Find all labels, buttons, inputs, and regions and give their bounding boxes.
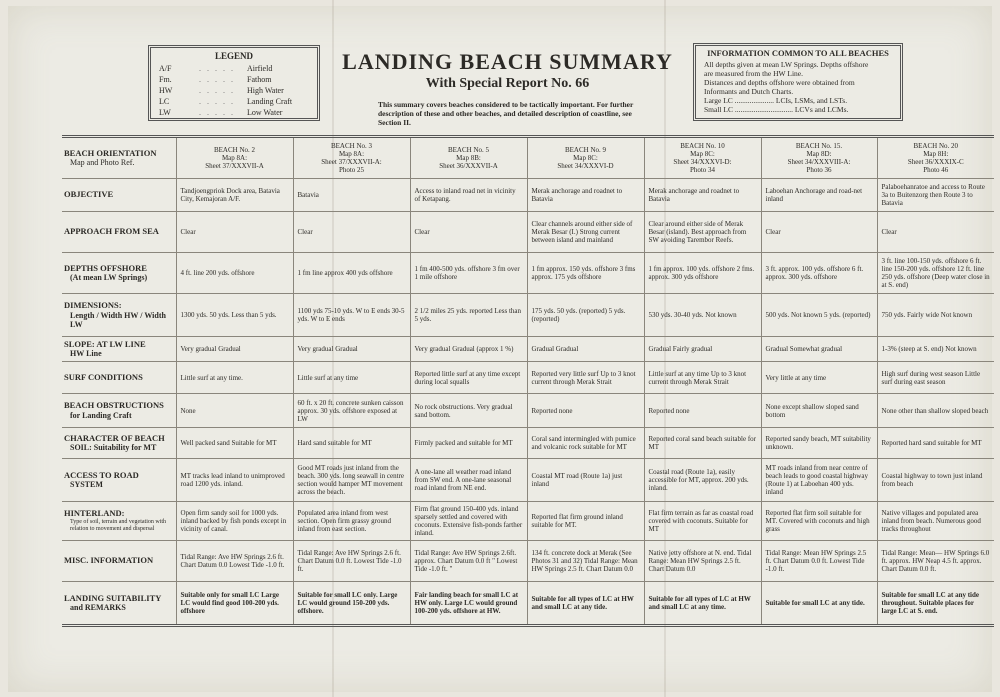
row-header-sublabel: for Landing Craft <box>70 410 132 420</box>
table-cell: Clear <box>877 212 994 253</box>
table-cell: Palaboehanratoe and access to Route 3a to Buitenzorg then Route 3 to Batavia <box>877 179 994 212</box>
photo-ref: Photo 36 <box>806 166 832 174</box>
column-header <box>877 137 994 179</box>
table-cell: Reported none <box>644 394 761 428</box>
table-cell: Suitable for small LC at any tide throughout. Suitable places for large LC at S. end. <box>877 582 994 626</box>
table-cell: Tidal Range: Ave HW Springs 2.6 ft. Chart Datum 0.0 ft. Lowest Tide -1.0 ft. <box>293 541 410 582</box>
table-cell: 3 ft. approx. 100 yds. offshore 6 ft. approx. 300 yds. offshore <box>761 253 877 294</box>
map-ref: Map 8D: <box>806 150 832 158</box>
row-header-sublabel: (At mean LW Springs) <box>70 273 148 283</box>
beach-name: BEACH No. 15. <box>795 142 843 150</box>
row-header <box>62 362 176 394</box>
table-cell: 1 fm approx. 150 yds. offshore 3 fms approx. 175 yds offshore <box>527 253 644 294</box>
table-cell: Very gradual Gradual (approx 1 %) <box>410 337 527 362</box>
legend-abbr: A/F <box>159 64 172 73</box>
row-header <box>62 179 176 212</box>
table-cell: Tidal Range: Ave HW Springs 2.6ft. approx. Chart Datum 0.0 ft " Lowest Tide -1.0 ft. " <box>410 541 527 582</box>
table-cell: Tidal Range: Mean HW Springs 2.5 ft. Chart Datum 0.0 ft. Lowest Tide -1.0 ft. <box>761 541 877 582</box>
table-cell: 2 1/2 miles 25 yds. reported Less than 5 yds. <box>410 294 527 337</box>
table-cell: Reported coral sand beach suitable for MT <box>644 428 761 459</box>
beach-summary-table <box>62 135 994 627</box>
info-line: All depths given at mean LW Springs. Depths offshore <box>704 60 869 69</box>
info-line: Distances and depths offshore were obtained from <box>704 78 855 87</box>
header-row <box>62 137 994 179</box>
table-cell: 1-3% (steep at S. end) Not known <box>877 337 994 362</box>
legend-row <box>159 107 309 118</box>
table-cell: Batavia <box>293 179 410 212</box>
table-cell: Merak anchorage and roadnet to Batavia <box>644 179 761 212</box>
leader-dots: . . . . . <box>199 64 235 73</box>
table-cell: Well packed sand Suitable for MT <box>176 428 293 459</box>
row-header <box>62 428 176 459</box>
table-cell: Clear <box>761 212 877 253</box>
table-cell: Tidal Range: Mean— HW Springs 6.0 ft. approx. HW Neap 4.5 ft. approx. Chart Datum 0.0 ft. <box>877 541 994 582</box>
table-cell: Clear <box>176 212 293 253</box>
table-cell: Hard sand suitable for MT <box>293 428 410 459</box>
row-header <box>62 394 176 428</box>
table-cell: 1100 yds 75-10 yds. W to E ends 30-5 yds. W to E ends <box>293 294 410 337</box>
row-header-label: DIMENSIONS: <box>64 300 122 311</box>
info-title: INFORMATION COMMON TO ALL BEACHES <box>707 48 889 58</box>
row-header <box>62 502 176 541</box>
table-cell: Suitable for all types of LC at HW and small LC at any tide. <box>527 582 644 626</box>
table-cell: Little surf at any time <box>293 362 410 394</box>
table-cell: Open firm sandy soil for 1000 yds. inland backed by fish ponds except in vicinity of canal. <box>176 502 293 541</box>
row-header <box>62 541 176 582</box>
sheet-ref: Sheet 36/XXXVII-A <box>439 162 498 170</box>
map-ref: Map 8A: <box>221 154 248 162</box>
row-header <box>62 582 176 626</box>
sheet-ref: Sheet 37/XXXVII-A <box>205 162 264 170</box>
table-cell: 175 yds. 50 yds. (reported) 5 yds. (reported) <box>527 294 644 337</box>
row-header-label: ACCESS TO ROAD <box>64 469 139 480</box>
leader-dots: . . . . . <box>199 86 235 95</box>
map-ref: Map 8A: <box>338 150 365 158</box>
legend-full: Fathom <box>247 75 272 84</box>
beach-name: BEACH No. 3 <box>330 142 373 150</box>
info-line: Informants and Dutch Charts. <box>704 87 794 96</box>
column-header <box>527 137 644 179</box>
row-header-sublabel: SOIL: Suitability for MT <box>70 443 157 453</box>
table-cell: 530 yds. 30-40 yds. Not known <box>644 294 761 337</box>
table-row <box>62 253 994 294</box>
leader-dots: . . . . . <box>199 108 235 117</box>
page-title: LANDING BEACH SUMMARY <box>342 49 673 74</box>
map-ref: Map 8C: <box>690 150 715 158</box>
table-cell: Coastal MT road (Route 1a) just inland <box>527 459 644 502</box>
table-cell: 1300 yds. 50 yds. Less than 5 yds. <box>176 294 293 337</box>
table-cell: Tidal Range: Ave HW Springs 2.6 ft. Chart Datum 0.0 Lowest Tide -1.0 ft. <box>176 541 293 582</box>
table-cell: Clear channels around either side of Merak Besar (I.) Strong current between island and mainland <box>527 212 644 253</box>
table-cell: Reported none <box>527 394 644 428</box>
beach-name: BEACH No. 5 <box>447 146 490 154</box>
map-ref: Map 8B: <box>456 154 481 162</box>
table-cell: Coral sand intermingled with pumice and volcanic rock suitable for MT <box>527 428 644 459</box>
table-row <box>62 428 994 459</box>
sheet-ref: Sheet 34/XXXVI-D <box>557 162 614 170</box>
page-subtitle: With Special Report No. 66 <box>425 76 590 91</box>
table-cell: Gradual Fairly gradual <box>644 337 761 362</box>
table-row <box>62 179 994 212</box>
photo-ref: Photo 34 <box>689 166 716 174</box>
legend-full: Landing Craft <box>247 97 293 106</box>
legend-row <box>159 85 309 96</box>
row-header-label: DEPTHS OFFSHORE <box>64 262 147 273</box>
row-header-label: OBJECTIVE <box>64 189 114 200</box>
table-cell: MT roads inland from near centre of beach leads to good coastal highway (Route 1) at Laboehan 400 yds. inland <box>761 459 877 502</box>
table-cell: Reported flat firm soil suitable for MT. Covered with coconuts and high grass <box>761 502 877 541</box>
row-header-label: HINTERLAND: <box>64 508 125 519</box>
leader-dots: . . . . . <box>199 75 235 84</box>
table-cell: 1 fm approx. 100 yds. offshore 2 fms. approx. 300 yds offshore <box>644 253 761 294</box>
table-cell: 3 ft. line 100-150 yds. offshore 6 ft. line 150-200 yds. offshore 12 ft. line 250 yds. offshore (Deep water close in at S. end) <box>877 253 994 294</box>
row-header-label: BEACH OBSTRUCTIONS <box>64 400 164 411</box>
table-cell: Reported sandy beach, MT suitability unknown. <box>761 428 877 459</box>
table-cell: Clear <box>410 212 527 253</box>
table-cell: Suitable for small LC only. Large LC would ground 150-200 yds. offshore. <box>293 582 410 626</box>
row-header-sublabel: Length / Width HW / Width LW <box>70 310 166 329</box>
table-cell: 60 ft. x 20 ft. concrete sunken caisson approx. 30 yds. offshore exposed at LW <box>293 394 410 428</box>
table-cell: No rock obstructions. Very gradual sand bottom. <box>410 394 527 428</box>
table-row <box>62 394 994 428</box>
sheet-ref: Sheet 34/XXXVIII-A: <box>787 158 851 166</box>
table-cell: 1 fm 400-500 yds. offshore 3 fm over 1 mile offshore <box>410 253 527 294</box>
table-cell: Clear around either side of Merak Besar (island). Best approach from SW avoiding Tarembor Reefs. <box>644 212 761 253</box>
table-cell: Gradual Somewhat gradual <box>761 337 877 362</box>
table-cell: 134 ft. concrete dock at Merak (See Photos 31 and 32) Tidal Range: Mean HW Springs 2.5 ft. Chart Datum 0.0 <box>527 541 644 582</box>
row-header <box>62 212 176 253</box>
table-cell: Populated area inland from west section. Open firm grassy ground inland from east section. <box>293 502 410 541</box>
page-description: This summary covers beaches considered to be tactically important. For further description of these and other beaches, and detailed description of coastline, see Section II. <box>378 100 634 127</box>
table-cell: 1 fm line approx 400 yds offshore <box>293 253 410 294</box>
row-header-sublabel: Map and Photo Ref. <box>70 158 135 168</box>
table-cell: Merak anchorage and roadnet to Batavia <box>527 179 644 212</box>
column-header <box>293 137 410 179</box>
row-header <box>62 137 176 179</box>
table-cell: Flat firm terrain as far as coastal road covered with coconuts. Suitable for MT <box>644 502 761 541</box>
table-cell: MT tracks lead inland to unimproved road 1200 yds. inland. <box>176 459 293 502</box>
row-header <box>62 294 176 337</box>
sheet-ref: Sheet 34/XXXVI-D: <box>673 158 732 166</box>
table-cell: Very gradual Gradual <box>293 337 410 362</box>
row-header-label: SURF CONDITIONS <box>64 371 143 382</box>
map-ref: Map 8C: <box>573 154 598 162</box>
legend-row <box>159 74 309 85</box>
legend-box <box>148 45 320 121</box>
table-cell: 500 yds. Not known 5 yds. (reported) <box>761 294 877 337</box>
legend-abbr: HW <box>159 86 173 95</box>
legend-full: High Water <box>247 86 284 95</box>
leader-dots: . . . . . <box>199 97 235 106</box>
row-header <box>62 253 176 294</box>
beach-name: BEACH No. 20 <box>913 142 959 150</box>
info-line: Large LC ..................... LCIs, LSMs, and LSTs. <box>704 96 848 105</box>
table-cell: Good MT roads just inland from the beach. 300 yds. long seawall in centre section would hamper MT movement across the beach. <box>293 459 410 502</box>
row-header-label: LANDING SUITABILITY <box>64 592 162 603</box>
title-block <box>330 45 685 127</box>
table-cell: Access to inland road net in vicinity of Ketapang. <box>410 179 527 212</box>
table-row <box>62 294 994 337</box>
column-header <box>176 137 293 179</box>
table-cell: Coastal road (Route 1a), easily accessible for MT, approx. 200 yds. inland. <box>644 459 761 502</box>
photo-ref: Photo 25 <box>338 166 365 174</box>
row-header-label: MISC. INFORMATION <box>64 555 154 566</box>
column-header <box>644 137 761 179</box>
row-header-label: CHARACTER OF BEACH <box>64 432 165 443</box>
table-cell: Suitable for small LC at any tide. <box>761 582 877 626</box>
sheet-ref: Sheet 37/XXXVII-A: <box>321 158 382 166</box>
info-box <box>693 43 903 121</box>
table-cell: Suitable only for small LC Large LC would find good 100-200 yds. offshore <box>176 582 293 626</box>
table-cell: Very gradual Gradual <box>176 337 293 362</box>
row-header-sublabel: Type of soil, terrain and vegetation with relation to movement and dispersal <box>70 518 167 532</box>
table-row <box>62 582 994 626</box>
row-header <box>62 459 176 502</box>
row-header-label: BEACH ORIENTATION <box>64 147 157 158</box>
table-cell: Reported very little surf Up to 3 knot current through Merak Strait <box>527 362 644 394</box>
row-header-sublabel: HW Line <box>70 349 102 359</box>
beach-name: BEACH No. 10 <box>680 142 725 150</box>
legend-title: LEGEND <box>214 51 253 61</box>
table-row <box>62 541 994 582</box>
info-line: are measured from the HW Line. <box>704 69 803 78</box>
row-header-label: SLOPE: AT LW LINE <box>64 338 146 349</box>
table-cell: 4 ft. line 200 yds. offshore <box>176 253 293 294</box>
row-header-sublabel: SYSTEM <box>70 480 103 490</box>
map-ref: Map 8H: <box>923 150 949 158</box>
info-line: Small LC ............................... LCVs and LCMs. <box>704 105 849 114</box>
table-cell: None other than shallow sloped beach <box>877 394 994 428</box>
table-cell: Native jetty offshore at N. end. Tidal Range: Mean HW Springs 2.5 ft. Chart Datum 0.0 <box>644 541 761 582</box>
table-cell: Tandjoengpriok Dock area, Batavia City, Kemajoran A/F. <box>176 179 293 212</box>
table-cell: Little surf at any time Up to 3 knot current through Merak Strait <box>644 362 761 394</box>
table-cell: High surf during west season Little surf during east season <box>877 362 994 394</box>
table-cell: Clear <box>293 212 410 253</box>
table-cell: Reported hard sand suitable for MT <box>877 428 994 459</box>
legend-full: Airfield <box>247 64 273 73</box>
row-header-sublabel: and REMARKS <box>70 603 126 613</box>
beach-name: BEACH No. 9 <box>564 146 607 154</box>
table-cell: None except shallow sloped sand bottom <box>761 394 877 428</box>
table-cell: Firmly packed and suitable for MT <box>410 428 527 459</box>
table-cell: Reported little surf at any time except during local squalls <box>410 362 527 394</box>
legend-abbr: LC <box>159 97 170 106</box>
beach-name: BEACH No. 2 <box>213 146 256 154</box>
legend-row <box>159 63 309 74</box>
legend-abbr: LW <box>159 108 171 117</box>
sheet-ref: Sheet 36/XXXIX-C <box>907 158 964 166</box>
row-header-label: APPROACH FROM SEA <box>64 226 159 237</box>
legend-abbr: Fm. <box>159 75 172 84</box>
table-row <box>62 212 994 253</box>
table-cell: Gradual Gradual <box>527 337 644 362</box>
table-cell: Little surf at any time. <box>176 362 293 394</box>
legend-full: Low Water <box>247 108 283 117</box>
column-header <box>761 137 877 179</box>
column-header <box>410 137 527 179</box>
table-cell: Reported flat firm ground inland suitable for MT. <box>527 502 644 541</box>
table-cell: Coastal highway to town just inland from beach <box>877 459 994 502</box>
table-cell: A one-lane all weather road inland from SW end. A one-lane seasonal road inland from NE end. <box>410 459 527 502</box>
table-cell: Native villages and populated area inland from beach. Numerous good tracks throughout <box>877 502 994 541</box>
table-cell: Very little at any time <box>761 362 877 394</box>
table-row <box>62 459 994 502</box>
table-cell: Firm flat ground 150-400 yds. inland sparsely settled and covered with coconuts. Extensive fish-ponds farther inland. <box>410 502 527 541</box>
legend-row <box>159 96 309 107</box>
photo-ref: Photo 46 <box>923 166 949 174</box>
table-cell: Suitable for all types of LC at HW and small LC at any time. <box>644 582 761 626</box>
table-cell: None <box>176 394 293 428</box>
table-cell: Fair landing beach for small LC at HW only. Large LC would ground 100-200 yds. offshore at HW. <box>410 582 527 626</box>
row-header <box>62 337 176 362</box>
table-row <box>62 502 994 541</box>
table-cell: Laboehan Anchorage and road-net inland <box>761 179 877 212</box>
table-row <box>62 337 994 362</box>
table-cell: 750 yds. Fairly wide Not known <box>877 294 994 337</box>
table-row <box>62 362 994 394</box>
